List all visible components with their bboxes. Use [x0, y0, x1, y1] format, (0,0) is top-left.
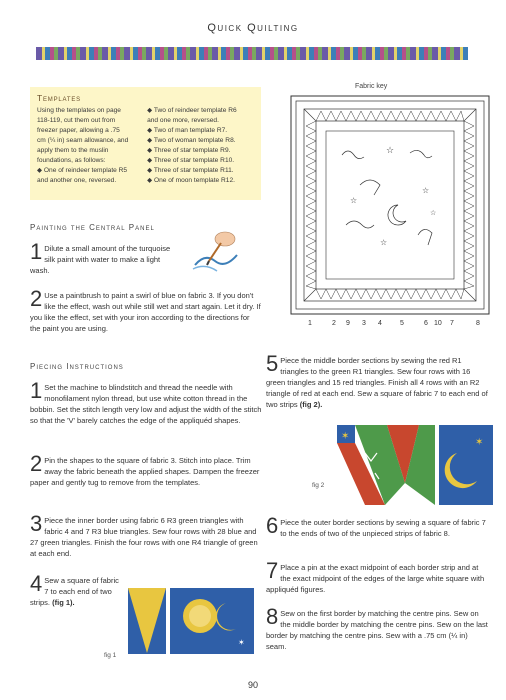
- fabric-key-number: 4: [378, 320, 382, 327]
- templates-line: ◆ Three of star template R9.: [147, 147, 231, 154]
- fabric-key-number: 7: [450, 320, 454, 327]
- step-text: Pin the shapes to the square of fabric 3. Stitch into place. Trim away the fabric beneath the applied shapes. Dampen the freezer paper and gently tug to remove from the templates.: [30, 456, 260, 487]
- step-number: 7: [266, 558, 279, 583]
- step-text: Piece the outer border sections by sewing a square of fabric 7 to the ends of two of the unpieced strips of fabric 8.: [280, 518, 486, 538]
- step-number: 2: [30, 451, 43, 476]
- step-6: [266, 513, 488, 539]
- templates-box: [30, 87, 261, 200]
- fabric-key-numbers: [290, 320, 490, 332]
- fabric-key-title: Fabric key: [355, 83, 388, 90]
- templates-title: Templates: [37, 93, 81, 103]
- templates-line: cm (¼ in) seam allowance, and: [37, 137, 129, 144]
- step-text: Set the machine to blindstitch and thread the needle with monofilament nylon thread, but use white cotton thread in the bobbin. Set the stitch length very low and adjust the width of the stitch so that the 'V' barely catches the edge of the appliquéd shapes.: [30, 383, 262, 425]
- fig-2-image: [335, 423, 495, 508]
- step-text: Sew on the first border by matching the centre pins. Sew on the middle border by matching the centre pins. Sew on the last border by matching the centre pins. Sew with a .75 cm (¼ in) seam.: [266, 609, 488, 651]
- templates-line: ◆ Two of reindeer template R6: [147, 107, 237, 114]
- figure-ref: (fig 1).: [52, 598, 75, 607]
- figure-ref: (fig 2).: [299, 400, 323, 409]
- step-number: 5: [266, 351, 279, 376]
- step-8: [266, 604, 488, 652]
- fabric-key-number: 6: [424, 320, 428, 327]
- templates-line: 118-119, cut them out from: [37, 117, 116, 124]
- step-text: Dilute a small amount of the turquoise silk paint with water to make a light wash.: [30, 244, 171, 275]
- templates-line: freezer paper, allowing a .75: [37, 127, 120, 134]
- decorative-band: [36, 47, 468, 60]
- svg-text:✶: ✶: [238, 638, 245, 647]
- fig-1-label: fig 1: [104, 652, 117, 659]
- step-text: Piece the middle border sections by sewing the red R1 triangles to the green R1 triangles. Sew four rows with 16 green triangles and 15 red triangles. Finish all 4 rows with an R2 triangle of red at each end. Sew a square of fabric 7 to each end of two strips: [266, 356, 488, 409]
- templates-line: apply them to the muslin: [37, 147, 109, 154]
- fabric-key-number: 10: [434, 320, 442, 327]
- painting-step-1: [30, 239, 180, 276]
- step-number: 1: [30, 239, 43, 264]
- fabric-key-number: 5: [400, 320, 404, 327]
- fabric-key-diagram: [290, 95, 490, 315]
- fabric-key-number: 9: [346, 320, 350, 327]
- star-icon: ✶: [341, 431, 350, 442]
- star-icon: ✶: [475, 437, 484, 448]
- star-icon: ☆: [430, 209, 437, 217]
- fabric-key-number: 3: [362, 320, 366, 327]
- step-5: [266, 351, 488, 410]
- fig-2-label: fig 2: [312, 482, 325, 489]
- templates-line: ◆ Two of woman template R8.: [147, 137, 236, 144]
- star-icon: ☆: [422, 186, 430, 195]
- templates-line: and one more, reversed.: [147, 117, 219, 124]
- fabric-key-number: 2: [332, 320, 336, 327]
- step-text: Sew a square of fabric 7 to each end of two strips.: [30, 576, 119, 607]
- templates-line: ◆ One of moon template R12.: [147, 177, 235, 184]
- star-icon: ☆: [350, 196, 358, 205]
- templates-col2: [147, 106, 254, 186]
- piecing-step-3: [30, 511, 262, 559]
- step-number: 2: [30, 286, 43, 311]
- paintbrush-hand-illustration: [185, 225, 255, 275]
- templates-line: ◆ Three of star template R10.: [147, 157, 235, 164]
- step-7: [266, 558, 488, 595]
- piecing-step-2: [30, 451, 262, 488]
- star-icon: ☆: [380, 238, 388, 247]
- painting-step-2: [30, 286, 262, 334]
- fabric-key-number: 8: [476, 320, 480, 327]
- piecing-step-1: [30, 378, 262, 426]
- step-number: 1: [30, 378, 43, 403]
- templates-line: ◆ Two of man template R7.: [147, 127, 228, 134]
- piecing-step-4: [30, 571, 125, 608]
- templates-line: ◆ Three of star template R11.: [147, 167, 234, 174]
- step-number: 8: [266, 604, 279, 629]
- step-number: 3: [30, 511, 43, 536]
- templates-line: Using the templates on page: [37, 107, 121, 114]
- templates-col1: [37, 106, 139, 186]
- templates-line: and another one, reversed.: [37, 177, 117, 184]
- page-header-title: Quick Quilting: [207, 22, 299, 34]
- templates-line: foundations, as follows:: [37, 157, 106, 164]
- step-number: 6: [266, 513, 279, 538]
- page-number: 90: [247, 680, 258, 690]
- fabric-key-number: 1: [308, 320, 312, 327]
- step-number: 4: [30, 571, 43, 596]
- step-text: Piece the inner border using fabric 6 R3 green triangles with fabric 4 and 7 R3 blue triangles. Sew four rows with 28 blue and 27 green triangles. Finish the four rows with one R4 triangle of green at each end.: [30, 516, 258, 558]
- section-title-painting: Painting the Central Panel: [30, 223, 155, 232]
- step-text: Place a pin at the exact midpoint of each border strip and at the exact midpoint of the edges of the large white square with appliquéd figures.: [266, 563, 485, 594]
- star-icon: ☆: [386, 146, 395, 156]
- step-text: Use a paintbrush to paint a swirl of blue on fabric 3. If you don't like the effect, wash out while still wet and start again. Let it dry. If you like the effect, set with your iron according to the directions for the paint you are using.: [30, 291, 261, 333]
- templates-line: ◆ One of reindeer template R5: [37, 167, 128, 174]
- fig-1-image: [126, 583, 256, 658]
- section-title-piecing: Piecing Instructions: [30, 362, 124, 371]
